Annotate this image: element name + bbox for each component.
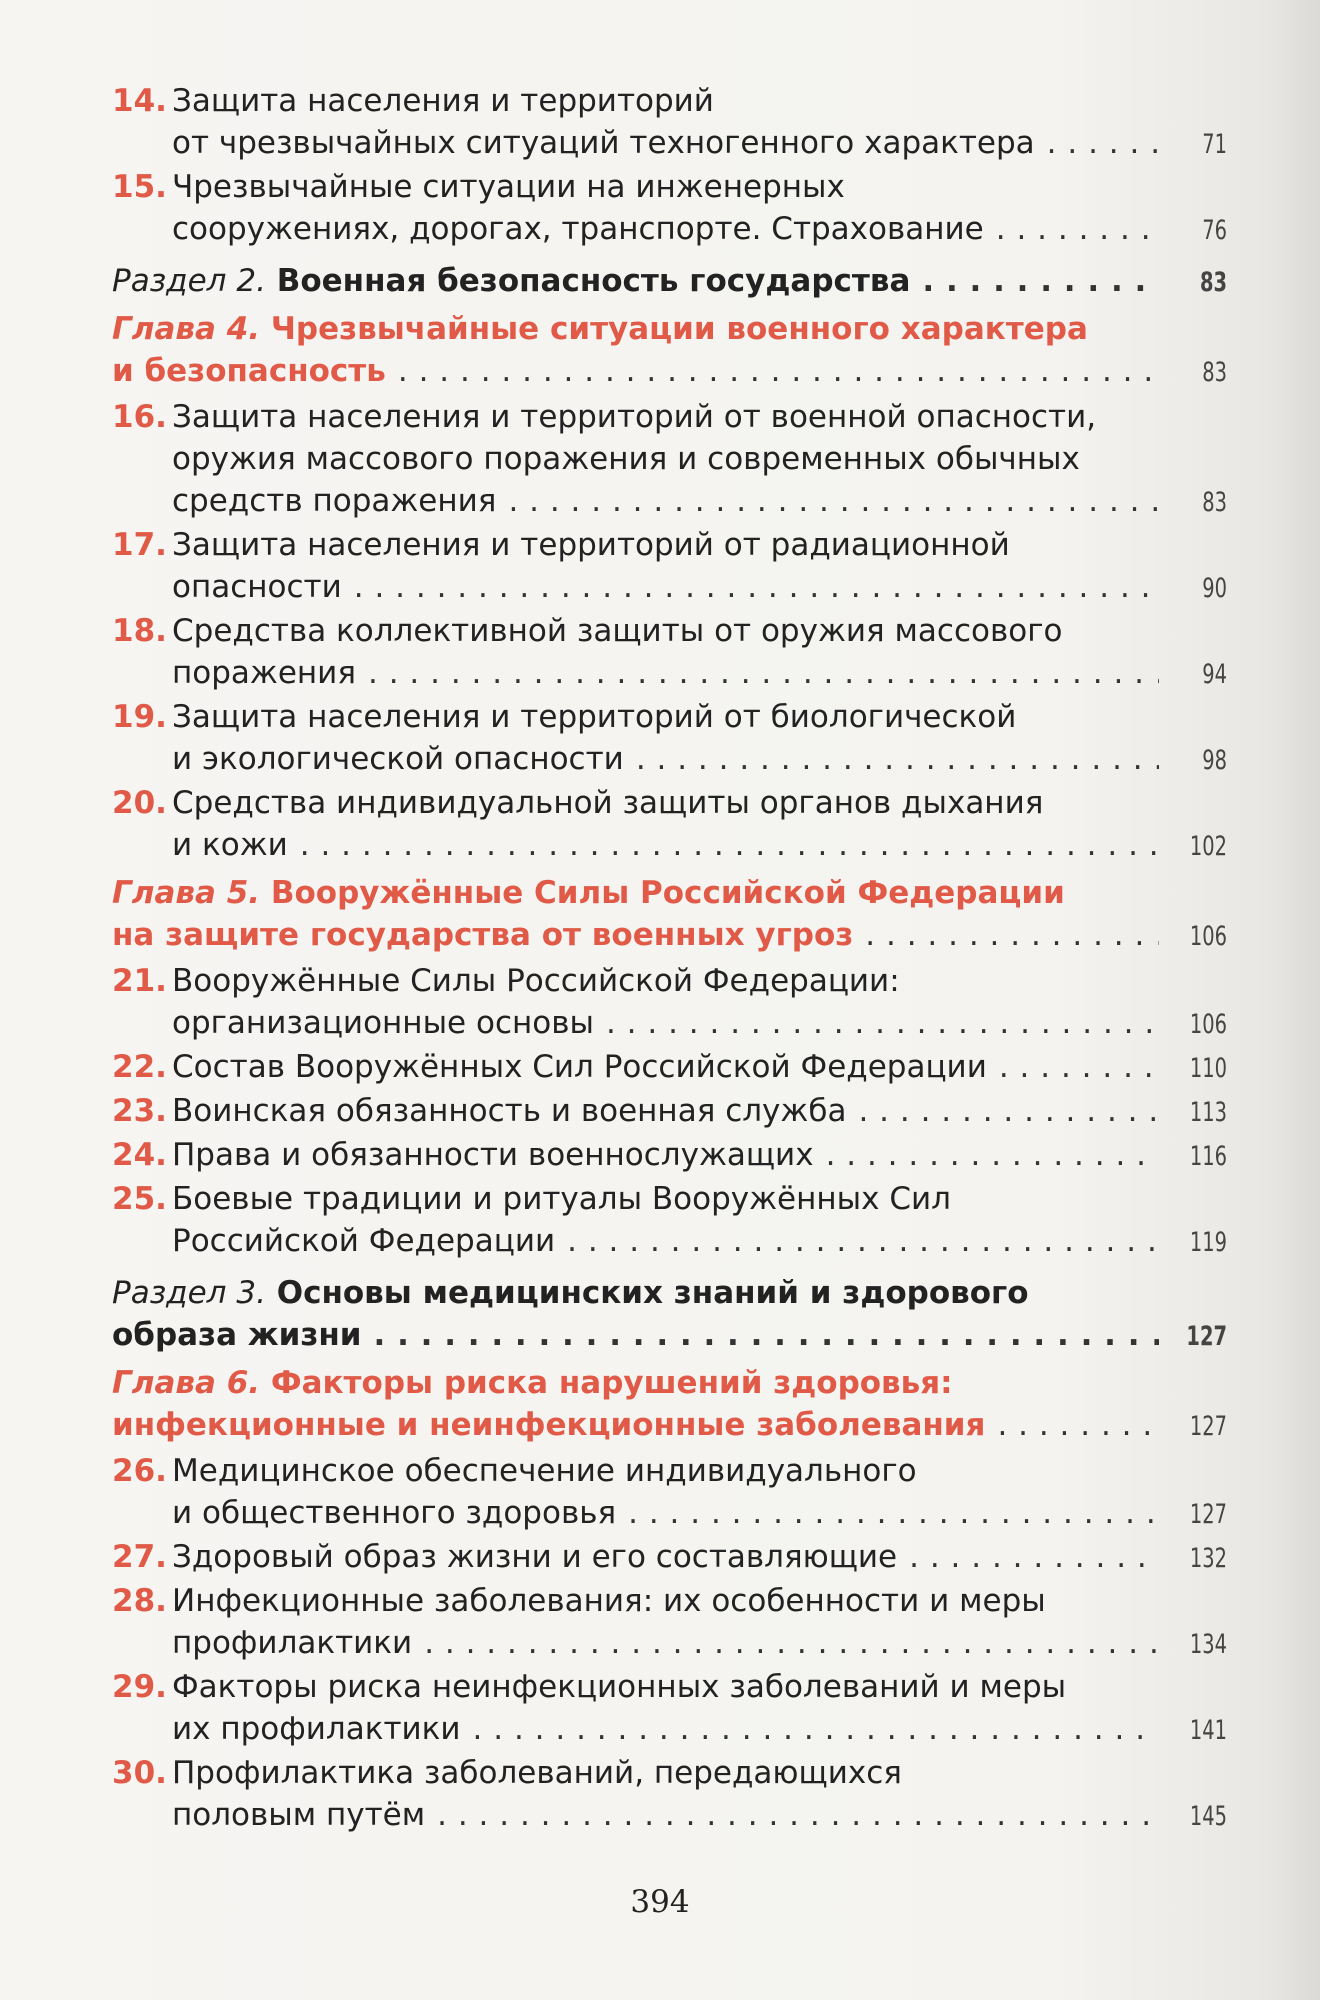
toc-topic[interactable] [112, 1580, 1227, 1664]
entry-page-number: 127 [1186, 1321, 1227, 1352]
toc-topic[interactable] [112, 1752, 1227, 1836]
topic-number: 22. [112, 1049, 167, 1085]
dot-leader [628, 1492, 1159, 1534]
entry-title: опасности [172, 569, 342, 605]
entry-page-number: 134 [1189, 1629, 1227, 1660]
toc-line [112, 1090, 1227, 1132]
entry-title: от чрезвычайных ситуаций техногенного характера [172, 125, 1035, 161]
toc-line [112, 480, 1227, 522]
section-label: Раздел 3. [112, 1275, 266, 1311]
entry-page-number: 76 [1202, 215, 1227, 246]
dot-leader [865, 914, 1159, 956]
topic-number: 21. [112, 963, 167, 999]
toc-chapter[interactable] [112, 308, 1227, 392]
toc-topic[interactable] [112, 610, 1227, 694]
entry-title: Средства коллективной защиты от оружия массового [172, 613, 1063, 649]
entry-page-number: 90 [1202, 573, 1227, 604]
entry-title: образа жизни [112, 1317, 362, 1353]
dot-leader [858, 1090, 1159, 1132]
entry-title: инфекционные и неинфекционные заболевания [112, 1407, 986, 1443]
entry-page-number: 98 [1202, 745, 1227, 776]
topic-number: 26. [112, 1453, 167, 1489]
dot-leader [508, 480, 1159, 522]
entry-title: Факторы риска неинфекционных заболеваний и меры [172, 1669, 1067, 1705]
toc-topic[interactable] [112, 696, 1227, 780]
toc-line [112, 1794, 1227, 1836]
toc-topic[interactable] [112, 782, 1227, 866]
toc-topic[interactable] [112, 1134, 1227, 1176]
entry-page-number: 102 [1189, 831, 1227, 862]
entry-title: Чрезвычайные ситуации на инженерных [172, 169, 845, 205]
entry-title: Состав Вооружённых Сил Российской Федерации [172, 1049, 987, 1085]
dot-leader [922, 260, 1159, 302]
toc-line [112, 1314, 1227, 1356]
entry-title: организационные основы [172, 1005, 594, 1041]
section-label: Раздел 2. [112, 263, 266, 299]
dot-leader [300, 824, 1159, 866]
entry-page-number: 106 [1189, 921, 1227, 952]
toc-line [112, 566, 1227, 608]
toc-line [112, 1046, 1227, 1088]
dot-leader [636, 738, 1159, 780]
dot-leader [1047, 122, 1159, 164]
topic-number: 19. [112, 699, 167, 735]
toc-topic[interactable] [112, 166, 1227, 250]
toc-topic[interactable] [112, 396, 1227, 522]
dot-leader [398, 350, 1159, 392]
toc-line [112, 914, 1227, 956]
toc-line [112, 696, 1227, 738]
toc-line [112, 872, 1227, 914]
toc-line [112, 1134, 1227, 1176]
entry-page-number: 127 [1189, 1411, 1227, 1442]
toc-line [112, 1752, 1227, 1794]
chapter-label: Глава 5. [112, 875, 261, 911]
entry-title: профилактики [172, 1625, 413, 1661]
toc-line [112, 1178, 1227, 1220]
toc-line [112, 824, 1227, 866]
toc-line [112, 80, 1227, 122]
entry-page-number: 71 [1202, 129, 1227, 160]
toc-line [112, 260, 1227, 302]
topic-number: 16. [112, 399, 167, 435]
entry-title: Вооружённые Силы Российской Федерации: [172, 963, 900, 999]
toc-line [112, 738, 1227, 780]
entry-title: Факторы риска нарушений здоровья: [270, 1365, 953, 1401]
entry-title: Защита населения и территорий от военной опасности, [172, 399, 1097, 435]
toc-chapter[interactable] [112, 1362, 1227, 1446]
toc-line [112, 1708, 1227, 1750]
topic-number: 24. [112, 1137, 167, 1173]
entry-page-number: 83 [1202, 357, 1227, 388]
entry-title: Воинская обязанность и военная служба [172, 1093, 847, 1129]
topic-number: 15. [112, 169, 167, 205]
entry-title: оружия массового поражения и современных обычных [172, 441, 1080, 477]
entry-page-number: 116 [1189, 1141, 1227, 1172]
toc-line [112, 122, 1227, 164]
toc-topic[interactable] [112, 1090, 1227, 1132]
toc-line [112, 396, 1227, 438]
toc-line [112, 1580, 1227, 1622]
table-of-contents [112, 80, 1227, 1838]
toc-topic[interactable] [112, 1666, 1227, 1750]
toc-line [112, 652, 1227, 694]
dot-leader [999, 1046, 1159, 1088]
toc-line [112, 1536, 1227, 1578]
toc-line [112, 208, 1227, 250]
entry-title: Профилактика заболеваний, передающихся [172, 1755, 902, 1791]
entry-title: Права и обязанности военнослужащих [172, 1137, 814, 1173]
toc-line [112, 1220, 1227, 1262]
dot-leader [826, 1134, 1159, 1176]
dot-leader [606, 1002, 1159, 1044]
dot-leader [374, 1314, 1160, 1356]
dot-leader [354, 566, 1159, 608]
entry-page-number: 141 [1189, 1715, 1227, 1746]
entry-page-number: 145 [1189, 1801, 1227, 1832]
toc-section[interactable] [112, 260, 1227, 302]
toc-line [112, 1622, 1227, 1664]
entry-title: Боевые традиции и ритуалы Вооружённых Сил [172, 1181, 951, 1217]
entry-title: и кожи [172, 827, 288, 863]
entry-title: Защита населения и территорий [172, 83, 714, 119]
entry-title: поражения [172, 655, 356, 691]
topic-number: 29. [112, 1669, 167, 1705]
chapter-label: Глава 4. [112, 311, 261, 347]
toc-topic[interactable] [112, 1178, 1227, 1262]
page-number: 394 [630, 1884, 690, 1920]
toc-topic[interactable] [112, 960, 1227, 1044]
entry-page-number: 113 [1189, 1097, 1227, 1128]
topic-number: 25. [112, 1181, 167, 1217]
entry-title: Военная безопасность государства [276, 263, 911, 299]
toc-line [112, 1362, 1227, 1404]
toc-line [112, 610, 1227, 652]
toc-topic[interactable] [112, 1536, 1227, 1578]
dot-leader [997, 1404, 1159, 1446]
toc-line [112, 960, 1227, 1002]
dot-leader [473, 1708, 1159, 1750]
toc-line [112, 308, 1227, 350]
dot-leader [909, 1536, 1159, 1578]
toc-line [112, 1002, 1227, 1044]
toc-line [112, 1404, 1227, 1446]
dot-leader [996, 208, 1159, 250]
entry-page-number: 83 [1202, 487, 1227, 518]
topic-number: 27. [112, 1539, 167, 1575]
chapter-label: Глава 6. [112, 1365, 261, 1401]
entry-title: Российской Федерации [172, 1223, 556, 1259]
dot-leader [437, 1794, 1159, 1836]
entry-title: половым путём [172, 1797, 426, 1833]
toc-chapter[interactable] [112, 872, 1227, 956]
toc-line [112, 1666, 1227, 1708]
entry-title: и экологической опасности [172, 741, 624, 777]
entry-page-number: 83 [1199, 267, 1227, 298]
entry-title: и общественного здоровья [172, 1495, 617, 1531]
topic-number: 23. [112, 1093, 167, 1129]
entry-title: Основы медицинских знаний и здорового [276, 1275, 1029, 1311]
toc-line [112, 166, 1227, 208]
entry-page-number: 127 [1189, 1499, 1227, 1530]
toc-topic[interactable] [112, 1450, 1227, 1534]
dot-leader [368, 652, 1159, 694]
entry-title: Здоровый образ жизни и его составляющие [172, 1539, 898, 1575]
toc-line [112, 782, 1227, 824]
entry-page-number: 119 [1189, 1227, 1227, 1258]
toc-topic[interactable] [112, 524, 1227, 608]
entry-title: Инфекционные заболевания: их особенности и меры [172, 1583, 1046, 1619]
dot-leader [567, 1220, 1159, 1262]
topic-number: 14. [112, 83, 167, 119]
topic-number: 30. [112, 1755, 167, 1791]
toc-line [112, 1492, 1227, 1534]
toc-line [112, 1450, 1227, 1492]
entry-page-number: 110 [1189, 1053, 1227, 1084]
toc-line [112, 350, 1227, 392]
entry-title: на защите государства от военных угроз [112, 917, 854, 953]
dot-leader [424, 1622, 1159, 1664]
toc-topic[interactable] [112, 80, 1227, 164]
entry-title: сооружениях, дорогах, транспорте. Страхование [172, 211, 984, 247]
toc-line [112, 524, 1227, 566]
entry-title: Чрезвычайные ситуации военного характера [270, 311, 1088, 347]
entry-title: их профилактики [172, 1711, 461, 1747]
toc-line [112, 438, 1227, 480]
entry-title: Медицинское обеспечение индивидуального [172, 1453, 917, 1489]
entry-page-number: 106 [1189, 1009, 1227, 1040]
entry-title: Защита населения и территорий от биологической [172, 699, 1017, 735]
toc-topic[interactable] [112, 1046, 1227, 1088]
topic-number: 28. [112, 1583, 167, 1619]
toc-section[interactable] [112, 1272, 1227, 1356]
entry-title: Вооружённые Силы Российской Федерации [270, 875, 1065, 911]
topic-number: 20. [112, 785, 167, 821]
entry-page-number: 94 [1202, 659, 1227, 690]
entry-title: средств поражения [172, 483, 497, 519]
entry-page-number: 132 [1189, 1543, 1227, 1574]
entry-title: Средства индивидуальной защиты органов дыхания [172, 785, 1044, 821]
entry-title: и безопасность [112, 353, 386, 389]
toc-line [112, 1272, 1227, 1314]
topic-number: 17. [112, 527, 167, 563]
entry-title: Защита населения и территорий от радиационной [172, 527, 1010, 563]
topic-number: 18. [112, 613, 167, 649]
